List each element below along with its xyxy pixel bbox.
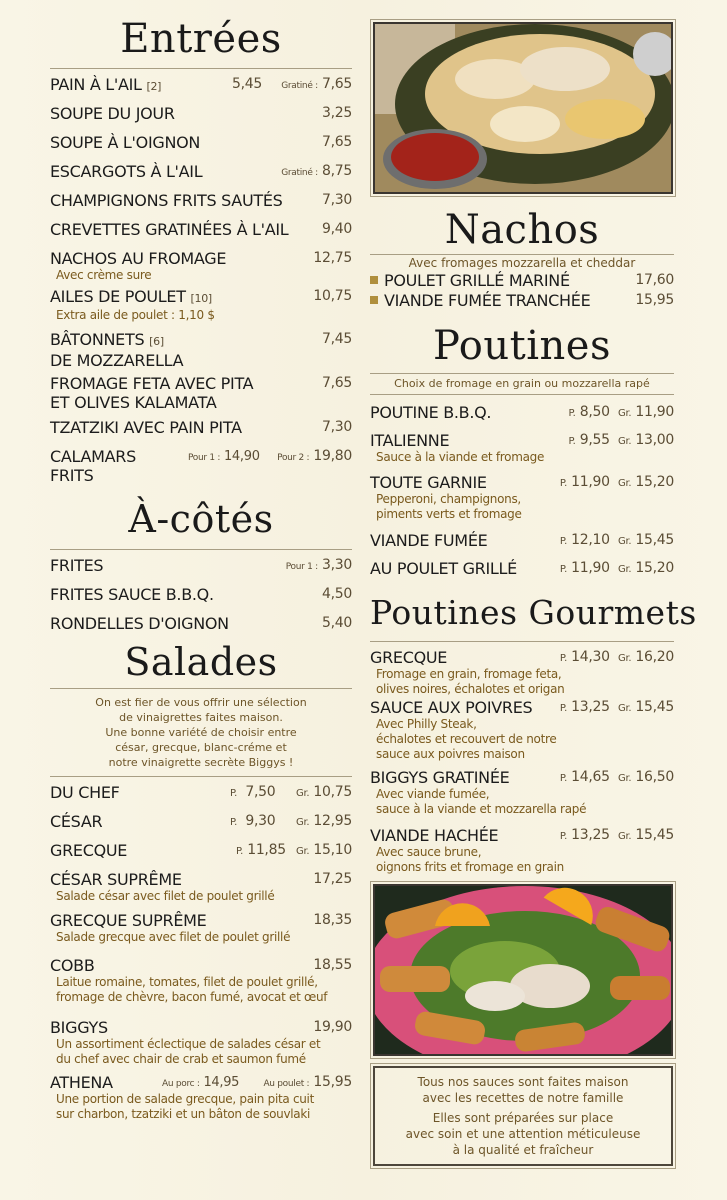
- nachos-title: Nachos: [444, 207, 600, 253]
- item-name: POUTINE B.B.Q.: [370, 403, 492, 422]
- item-name: VIANDE FUMÉE TRANCHÉE: [384, 291, 591, 310]
- item-name: AILES DE POULET: [50, 287, 186, 306]
- item-description: échalotes et recouvert de notre: [376, 732, 557, 746]
- gourmets-rule: [370, 641, 674, 642]
- acotes-rule: [50, 549, 352, 550]
- item-name: SAUCE AUX POIVRES: [370, 698, 533, 717]
- item-name: COBB: [50, 956, 95, 975]
- menu-item: TOUTE GARNIE P. 11,90 Gr. 15,20 Pepperoni, champignons, piments verts et fromage: [370, 473, 674, 521]
- menu-item: [50, 556, 352, 585]
- item-description: Sauce à la viande et fromage: [376, 450, 545, 464]
- item-description: olives noires, échalotes et origan: [376, 682, 565, 696]
- item-name: AU POULET GRILLÉ: [370, 559, 517, 578]
- item-name: GRECQUE SUPRÊME: [50, 911, 207, 930]
- item-name: BIGGYS: [50, 1018, 108, 1037]
- item-name: DU CHEF: [50, 783, 120, 802]
- item-price: 3,25: [322, 105, 352, 121]
- item-description: piments verts et fromage: [376, 507, 522, 521]
- item-description: sur charbon, tzatziki et un bâton de souvlaki: [56, 1107, 311, 1121]
- item-description: Salade grecque avec filet de poulet grillé: [56, 930, 291, 944]
- item-name: CREVETTES GRATINÉES À L'AIL: [50, 220, 289, 239]
- menu-item: DU CHEF P. 7,50 Gr. 10,75: [50, 783, 352, 802]
- item-description: sauce à la viande et mozzarella rapé: [376, 802, 587, 816]
- item-price: 7,65: [322, 134, 352, 150]
- item-description: Un assortiment éclectique de salades césar et: [56, 1037, 321, 1051]
- menu-item: [50, 220, 352, 249]
- menu-item: [50, 1018, 352, 1073]
- menu-item: [370, 291, 674, 313]
- item-description: Avec sauce brune,: [376, 845, 482, 859]
- salades-rule-bottom: [50, 776, 352, 777]
- item-name-line2: ET OLIVES KALAMATA: [50, 393, 217, 412]
- item-price: 12,75: [313, 250, 352, 266]
- menu-item: [50, 287, 352, 330]
- size-label: Pour 1 :: [285, 562, 318, 572]
- menu-item: VIANDE HACHÉE P. 13,25 Gr. 15,45 Avec sauce brune, oignons frits et fromage en grain: [370, 826, 674, 874]
- item-price: 4,50: [322, 586, 352, 602]
- size-label: Pour 1 :: [188, 453, 221, 463]
- item-name: GRECQUE: [50, 841, 128, 860]
- salades-title: Salades: [124, 640, 278, 684]
- menu-item: SAUCE AUX POIVRES P. 13,25 Gr. 15,45 Avec Philly Steak, échalotes et recouvert de notre sauce aux poivres maison: [370, 698, 674, 761]
- item-price: 19,90: [313, 1019, 352, 1035]
- item-name: ESCARGOTS À L'AIL: [50, 162, 203, 181]
- item-description: Avec Philly Steak,: [376, 717, 477, 731]
- menu-item: [50, 374, 352, 418]
- menu-item: VIANDE FUMÉE P. 12,10 Gr. 15,45: [370, 531, 674, 550]
- bullet-icon: [370, 296, 378, 304]
- size-label: Pour 2 :: [277, 453, 310, 463]
- left-column: [50, 14, 352, 1127]
- gourmets-title: Poutines Gourmets: [370, 593, 697, 632]
- bullet-icon: [370, 276, 378, 284]
- item-price: 7,65: [322, 375, 352, 391]
- menu-item: AU POULET GRILLÉ P. 11,90 Gr. 15,20: [370, 559, 674, 578]
- menu-item: [50, 133, 352, 162]
- salad-image: [375, 886, 673, 1056]
- item-name-line2: FRITS: [50, 466, 94, 485]
- menu-item: [50, 75, 352, 104]
- item-description: Salade césar avec filet de poulet grillé: [56, 889, 275, 903]
- item-price: 7,30: [322, 419, 352, 435]
- item-description: Fromage en grain, fromage feta,: [376, 667, 562, 681]
- item-name: SOUPE DU JOUR: [50, 104, 175, 123]
- item-name: TOUTE GARNIE: [370, 473, 487, 492]
- price-2: 19,80: [313, 448, 352, 464]
- item-description: Laitue romaine, tomates, filet de poulet grillé,: [56, 975, 318, 989]
- item-price: 5,40: [322, 615, 352, 631]
- item-name: CÉSAR SUPRÊME: [50, 870, 182, 889]
- menu-item: CÉSAR P. 9,30 Gr. 12,95: [50, 812, 352, 831]
- item-price: 9,40: [322, 221, 352, 237]
- menu-item: [50, 447, 352, 487]
- menu-item: [50, 162, 352, 191]
- item-name: TZATZIKI AVEC PAIN PITA: [50, 418, 242, 437]
- sauces-note: Tous nos sauces sont faites maison avec les recettes de notre famille Elles sont préparées sur place avec soin et une attention méticuleuse à la qualité et fraîcheur: [373, 1066, 673, 1166]
- item-name: CÉSAR: [50, 812, 103, 831]
- price-1: 14,90: [223, 449, 260, 464]
- menu-item: [50, 104, 352, 133]
- item-price: 7,45: [322, 331, 352, 347]
- item-description: Pepperoni, champignons,: [376, 492, 521, 506]
- item-name: VIANDE FUMÉE: [370, 531, 488, 550]
- item-name: FRITES: [50, 556, 104, 575]
- menu-item: BIGGYS GRATINÉE P. 14,65 Gr. 16,50 Avec viande fumée, sauce à la viande et mozzarella rapé: [370, 768, 674, 816]
- salades-intro: On est fier de vous offrir une sélection de vinaigrettes faites maison. Une bonne variété de choisir entre césar, grecque, blanc-créme et notre vinaigrette secrète Biggys !: [95, 696, 307, 769]
- item-name: BIGGYS GRATINÉE: [370, 768, 510, 787]
- item-price: 15,95: [635, 292, 674, 308]
- nachos-subtitle: Avec fromages mozzarella et cheddar: [408, 256, 636, 270]
- item-name-line2: DE MOZZARELLA: [50, 351, 184, 370]
- item-name: FROMAGE FETA AVEC PITA: [50, 374, 254, 393]
- item-name: FRITES SAUCE B.B.Q.: [50, 585, 214, 604]
- nachos-image: [375, 24, 673, 194]
- nachos-photo: [373, 22, 673, 194]
- extra-price: 7,65: [322, 76, 352, 92]
- item-price: 8,75: [322, 163, 352, 179]
- right-column: [370, 14, 697, 1166]
- menu-item: ITALIENNE P. 9,55 Gr. 13,00 Sauce à la viande et fromage: [370, 431, 674, 464]
- item-price: 17,60: [635, 272, 674, 288]
- item-price: 18,35: [313, 912, 352, 928]
- menu-item: [50, 330, 352, 374]
- item-name: CALAMARS: [50, 447, 136, 466]
- item-price: 3,30: [322, 557, 352, 573]
- menu-item: [50, 956, 352, 1018]
- item-description: sauce aux poivres maison: [376, 747, 525, 761]
- menu-item: [370, 271, 674, 291]
- salades-rule: [50, 688, 352, 689]
- menu-item: [50, 870, 352, 911]
- item-price: 7,30: [322, 192, 352, 208]
- item-price: 17,25: [313, 871, 352, 887]
- item-name: BÂTONNETS: [50, 330, 145, 349]
- poutines-rule-bottom: [370, 394, 674, 395]
- item-name: ITALIENNE: [370, 431, 450, 450]
- item-tag: [6]: [149, 335, 164, 348]
- item-price: 10,75: [313, 288, 352, 304]
- item-name: POULET GRILLÉ MARINÉ: [384, 271, 570, 290]
- menu-item: GRECQUE P. 11,85 Gr. 15,10: [50, 841, 352, 860]
- item-name: NACHOS AU FROMAGE: [50, 249, 227, 268]
- item-name: VIANDE HACHÉE: [370, 826, 499, 845]
- menu-item: POUTINE B.B.Q. P. 8,50 Gr. 11,90: [370, 403, 674, 422]
- item-description: Avec viande fumée,: [376, 787, 490, 801]
- menu-item: [50, 614, 352, 636]
- item-name: RONDELLES D'OIGNON: [50, 614, 229, 633]
- item-name: ATHENA: [50, 1073, 113, 1092]
- item-description: du chef avec chair de crab et saumon fumé: [56, 1052, 306, 1066]
- poutines-subtitle: Choix de fromage en grain ou mozzarella rapé: [394, 377, 650, 390]
- item-description: Avec crème sure: [56, 268, 152, 282]
- item-name: PAIN À L'AIL: [50, 75, 142, 94]
- item-description: fromage de chèvre, bacon fumé, avocat et œuf: [56, 990, 328, 1004]
- entrees-rule: [50, 68, 352, 69]
- item-name: CHAMPIGNONS FRITS SAUTÉS: [50, 191, 283, 210]
- item-description: Extra aile de poulet : 1,10 $: [56, 308, 215, 322]
- item-price: 18,55: [313, 957, 352, 973]
- menu-item: [50, 585, 352, 614]
- menu-item: [50, 249, 352, 287]
- menu-item: ATHENA Au porc : 14,95 Au poulet : 15,95 Une portion de salade grecque, pain pita cuit sur charbon, tzatziki et un bâton de souvlaki: [50, 1073, 352, 1121]
- extra-label: Gratiné :: [281, 81, 318, 91]
- item-description: oignons frits et fromage en grain: [376, 860, 564, 874]
- item-name: GRECQUE: [370, 648, 448, 667]
- entrees-title: Entrées: [120, 16, 282, 62]
- item-price: 5,45: [232, 76, 262, 92]
- acotes-title: À-côtés: [128, 497, 274, 541]
- menu-item: GRECQUE P. 14,30 Gr. 16,20 Fromage en grain, fromage feta, olives noires, échalotes et origan: [370, 648, 674, 696]
- extra-label: Gratiné :: [281, 168, 318, 178]
- menu-item: [50, 191, 352, 220]
- item-tag: [10]: [190, 292, 212, 305]
- item-tag: [2]: [146, 80, 162, 93]
- menu-item: [50, 418, 352, 447]
- salad-photo: [373, 884, 673, 1056]
- item-name: SOUPE À L'OIGNON: [50, 133, 201, 152]
- item-description: Une portion de salade grecque, pain pita cuit: [56, 1092, 314, 1106]
- poutines-title: Poutines: [433, 323, 611, 369]
- menu-item: [50, 911, 352, 956]
